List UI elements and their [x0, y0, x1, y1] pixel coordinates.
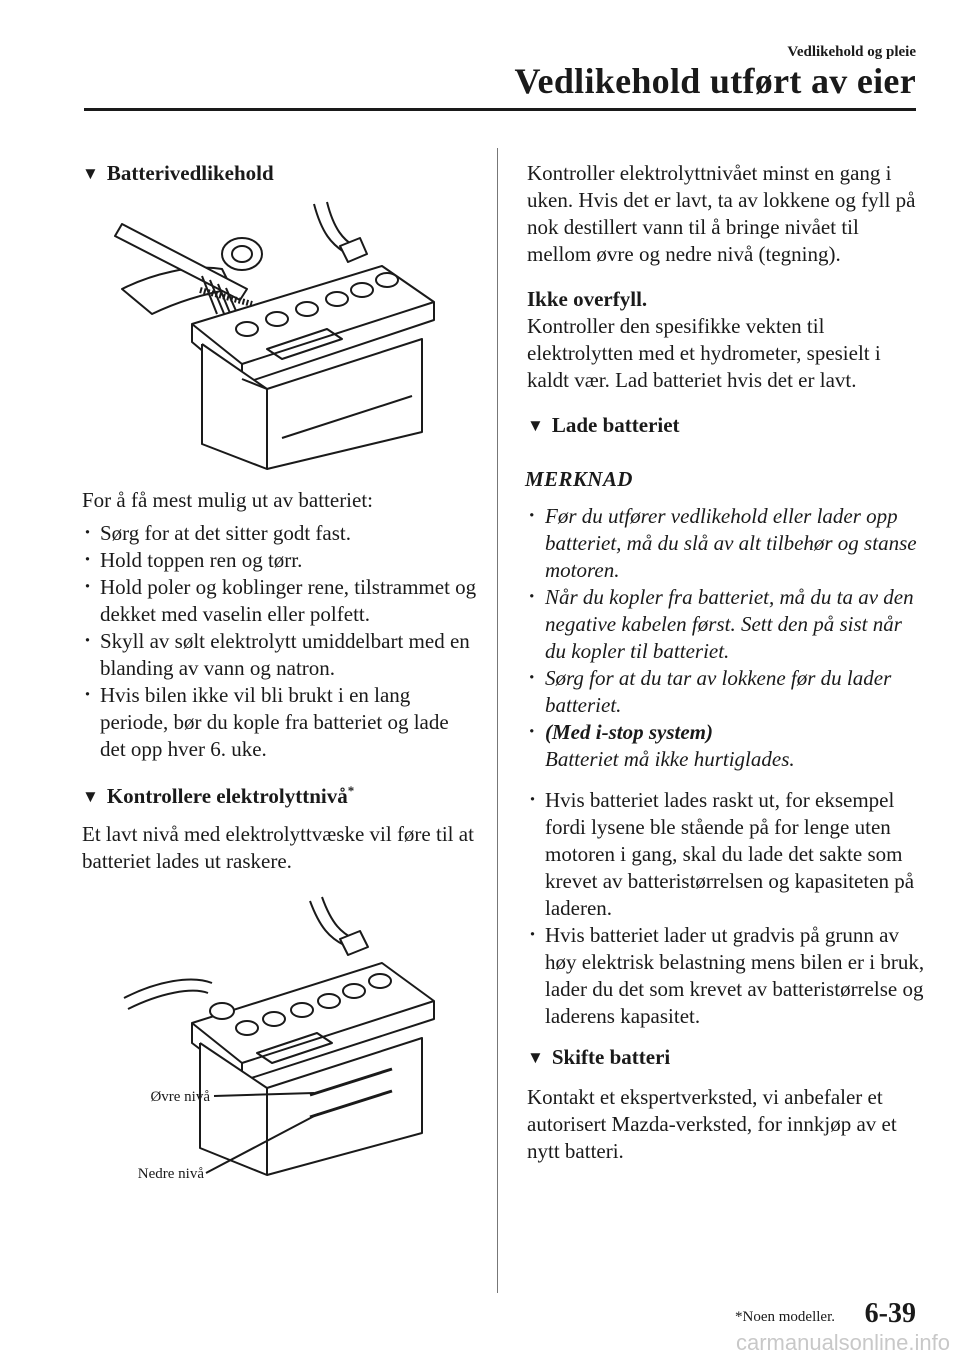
triangle-icon: ▼	[527, 1048, 544, 1067]
charge-battery-heading: ▼ Lade batteriet	[527, 413, 680, 437]
list-item: · Hvis batteriet lader ut gradvis på grunn av høy elektrisk belastning mens bilen er i bruk, lader du det som krevet av batteristørrelse og laderens kapasitet.	[527, 922, 927, 1030]
triangle-icon: ▼	[82, 787, 99, 806]
electrolyte-text: Et lavt nivå med elektrolyttvæske vil føre til at batteriet lades ut raskere.	[82, 822, 474, 873]
left-column	[82, 160, 478, 1183]
footnote-mark: *	[347, 783, 355, 798]
list-item: · Når du kopler fra batteriet, må du ta av den negative kabelen først. Sett den på sist når du kopler til batteriet.	[527, 584, 927, 665]
triangle-icon: ▼	[527, 416, 544, 435]
battery-cleaning-illustration	[82, 194, 478, 479]
list-item: · Hvis bilen ikke vil bli brukt i en lang periode, bør du kople fra batteriet og lade det opp hver 6. uke.	[82, 682, 478, 763]
footnote: *Noen modeller.	[735, 1309, 835, 1325]
page-title: Vedlikehold utført av eier	[514, 61, 916, 101]
list-item: · Sørg for at det sitter godt fast.	[82, 520, 478, 547]
list-item	[527, 719, 927, 773]
list-item: · Skyll av sølt elektrolytt umiddelbart med en blanding av vann og natron.	[82, 628, 478, 682]
column-divider	[497, 148, 498, 1293]
note-label: MERKNAD	[525, 467, 633, 491]
istop-label: (Med i-stop system)	[545, 720, 713, 744]
electrolyte-heading: ▼ Kontrollere elektrolyttnivå*	[82, 783, 355, 808]
right-column	[527, 160, 927, 1165]
header-rule	[84, 108, 916, 111]
header-section: Vedlikehold og pleie	[787, 44, 916, 60]
check-electrolyte-text: Kontroller elektrolyttnivået minst en gang i uken. Hvis det er lavt, ta av lokkene og fyll på nok destillert vann til å bringe nivået til mellom øvre og nedre nivå (tegning).	[527, 161, 916, 266]
battery-tips-list	[82, 520, 478, 763]
replace-battery-heading: ▼ Skifte batteri	[527, 1045, 671, 1069]
list-item: · Hvis batteriet lades raskt ut, for eksempel fordi lysene ble stående på for lenge uten motoren i gang, skal du lade det sakte som krevet av batteristørrelsen og kapasiteten på laderen.	[527, 787, 927, 922]
list-item: · Hold toppen ren og tørr.	[82, 547, 478, 574]
list-item: · Sørg for at du tar av lokkene før du lader batteriet.	[527, 665, 927, 719]
electrolyte-level-illustration	[82, 883, 478, 1183]
upper-level-label: Øvre nivå	[150, 1089, 210, 1105]
triangle-icon: ▼	[82, 164, 99, 183]
note-list	[527, 503, 927, 773]
no-overfill: Ikke overfyll.	[527, 287, 648, 311]
istop-text: Batteriet må ikke hurtiglades.	[545, 747, 795, 771]
specific-gravity-text: Kontroller den spesifikke vekten til elektrolytten med et hydrometer, spesielt i kaldt vær. Lad batteriet hvis det er lavt.	[527, 314, 881, 392]
watermark: carmanualsonline.info	[735, 1330, 950, 1355]
lower-level-label: Nedre nivå	[137, 1166, 204, 1182]
list-item: · Før du utfører vedlikehold eller lader opp batteriet, må du slå av alt tilbehør og stanse motoren.	[527, 503, 927, 584]
charge-list	[527, 787, 927, 1030]
battery-maintenance-heading: ▼ Batterivedlikehold	[82, 161, 274, 185]
list-item: · Hold poler og koblinger rene, tilstrammet og dekket med vaselin eller polfett.	[82, 574, 478, 628]
page-number: 6-39	[864, 1298, 916, 1329]
battery-intro: For å få mest mulig ut av batteriet:	[82, 488, 374, 512]
replace-text: Kontakt et ekspertverksted, vi anbefaler et autorisert Mazda-verksted, for innkjøp av et nytt batteri.	[527, 1085, 897, 1163]
